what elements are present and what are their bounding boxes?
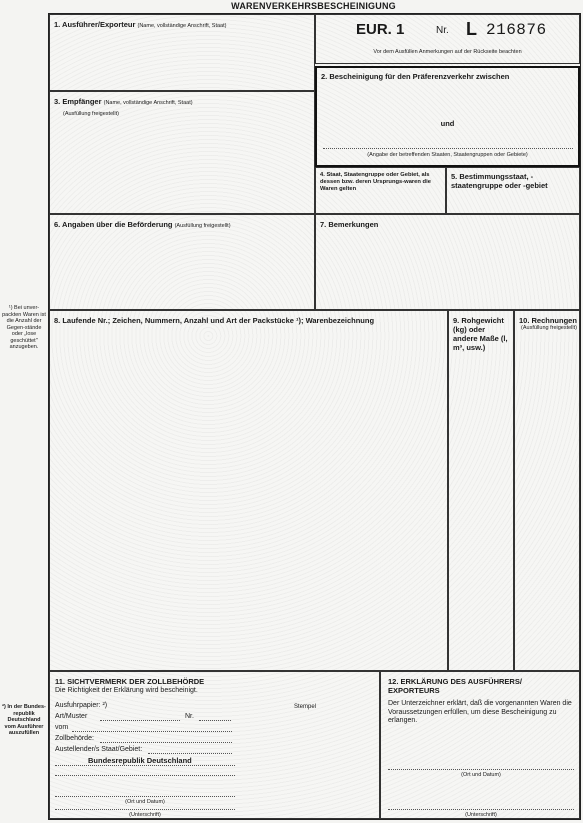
box-12-label: 12. ERKLÄRUNG DES AUSFÜHRERS/ EXPORTEURS [388, 677, 522, 695]
box-11-ort: (Ort und Datum) [125, 799, 165, 805]
box-7-remarks[interactable] [315, 214, 580, 310]
box-4-origin[interactable] [315, 167, 446, 214]
box-3-consignee[interactable] [49, 91, 315, 214]
box-11-customs[interactable] [49, 671, 380, 819]
box-6-label: 6. Angaben über die Beförderung [54, 220, 173, 229]
box-11-nr: Nr. [185, 713, 194, 720]
box-8-goods[interactable] [49, 310, 448, 671]
box-11-art: Art/Muster [55, 713, 88, 720]
box-12-text: Der Unterzeichner erklärt, daß die vorgenannten Waren die Voraussetzungen erfüllen, um diese Bescheinigung zu erlangen. [388, 700, 572, 724]
certificate-number: 216876 [486, 21, 547, 39]
box-8-label: 8. Laufende Nr.; Zeichen, Nummern, Anzahl und Art der Packstücke ¹); Warenbezeichnung [54, 316, 375, 325]
box-2-label: 2. Bescheinigung für den Präferenzverkehr zwischen [321, 72, 510, 81]
box-9-weight[interactable] [448, 310, 514, 671]
box-10-hint: (Ausfüllung freigestellt) [521, 325, 577, 331]
box-5-label: 5. Bestimmungsstaat, -staatengruppe oder -gebiet [451, 172, 548, 190]
box-11-staat: Austellender/s Staat/Gebiet: [55, 746, 143, 753]
box-12-ort: (Ort und Datum) [461, 772, 501, 778]
box-1-exporter[interactable] [49, 14, 315, 91]
box-6-hint: (Ausfüllung freigestellt) [174, 223, 231, 229]
box-1-hint: (Name, vollständige Anschrift, Staat) [137, 23, 227, 29]
box-11-intro: Die Richtigkeit der Erklärung wird bescheinigt. [55, 687, 198, 694]
box-12-declaration[interactable] [380, 671, 580, 819]
box-3-hint2: (Ausfüllung freigestellt) [63, 111, 119, 117]
box-5-destination[interactable] [446, 167, 580, 214]
eur1-form [48, 13, 581, 820]
certificate-header [315, 14, 580, 64]
box-3-hint: (Name, vollständige Anschrift, Staat) [103, 100, 193, 106]
box-3-label: 3. Empfänger [54, 97, 102, 106]
box-2-hint: (Angabe der betreffenden Staaten, Staatengruppen oder Gebiete) [367, 152, 528, 158]
box-2-und: und [440, 119, 455, 128]
box-12-unterschrift: (Unterschrift) [465, 812, 497, 818]
page-title: WARENVERKEHRSBESCHEINIGUNG [231, 1, 396, 11]
certificate-note: Vor dem Ausfüllen Anmerkungen auf der Rückseite beachten [373, 49, 522, 55]
box-1-label: 1. Ausführer/Exporteur [54, 20, 136, 29]
box-7-label: 7. Bemerkungen [320, 220, 379, 229]
box-6-transport[interactable] [49, 214, 315, 310]
box-11-unterschrift: (Unterschrift) [129, 812, 161, 818]
box-11-ausfuhrpapier: Ausfuhrpapier: ²) [55, 702, 108, 709]
box-4-label: 4. Staat, Staatengruppe oder Gebiet, als dessen bzw. deren Ursprungs-waren die Waren gelten [320, 172, 431, 192]
box-9-label: 9. Rohgewicht (kg) oder andere Maße (l, m³, usw.) [453, 316, 508, 352]
nr-label: Nr. [436, 25, 449, 36]
box-11-staat-value: Bundesrepublik Deutschland [88, 756, 192, 765]
box-11-label: 11. SICHTVERMERK DER ZOLLBEHÖRDE [55, 677, 205, 686]
box-11-vom: vom [55, 724, 69, 731]
series-letter: L [466, 19, 477, 39]
eur-label: EUR. 1 [356, 21, 405, 38]
margin-note-1: ¹) Bei unver-packten Waren ist die Anzahl der Gegen-stände oder „lose geschüttet" anzugeben. [2, 305, 46, 350]
box-10-label: 10. Rechnungen [519, 316, 577, 325]
box-10-invoices[interactable] [514, 310, 580, 671]
margin-note-2: ²) In der Bundes-republik Deutschland vom Ausführer auszufüllen [2, 704, 46, 736]
box-2-preference[interactable] [315, 66, 580, 167]
box-11-stempel: Stempel [294, 704, 317, 710]
box-11-zollbehoerde: Zollbehörde: [55, 735, 94, 742]
